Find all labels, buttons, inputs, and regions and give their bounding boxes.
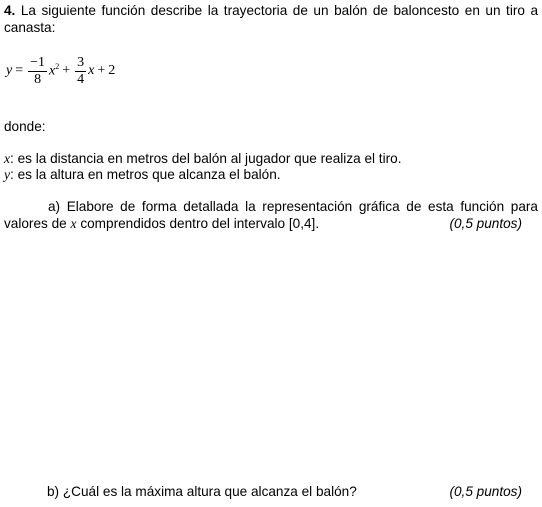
- definition-x: [4, 151, 401, 168]
- problem-statement: [4, 3, 538, 37]
- fraction-2-denominator: 4: [77, 71, 85, 87]
- question-a-line1: a) Elabore de forma detallada la representación gráfica de esta función para: [48, 199, 538, 214]
- question-a-line2-text: [4, 216, 319, 233]
- question-a: [4, 199, 538, 233]
- problem-intro: La siguiente función describe la trayectoria de un balón de baloncesto en un tiro a canasta:: [4, 3, 538, 35]
- definition-y: [4, 167, 281, 184]
- definition-x-var: x: [4, 151, 11, 166]
- question-a-var: x: [70, 215, 77, 231]
- formula-x-linear: x: [88, 63, 95, 79]
- definition-x-text: : es la distancia en metros del balón al jugador que realiza el tiro.: [10, 151, 402, 166]
- question-a-post: comprendidos dentro del intervalo [0,4].: [76, 215, 320, 231]
- question-b-text: b) ¿Cuál es la máxima altura que alcanza el balón?: [47, 484, 357, 499]
- formula-x-squared: [49, 62, 59, 80]
- fraction-1-numerator: −1: [30, 54, 46, 70]
- definition-y-var: y: [4, 167, 11, 182]
- formula-fraction-2: [75, 55, 86, 88]
- formula-lhs: y: [6, 63, 13, 79]
- formula-equals: =: [15, 63, 24, 79]
- fraction-2-numerator: 3: [77, 54, 85, 70]
- fraction-1-denominator: 8: [34, 71, 42, 87]
- formula-plus-1: +: [62, 63, 71, 79]
- donde-label: donde:: [4, 119, 46, 134]
- formula-x: x: [49, 63, 56, 79]
- problem-number: 4.: [4, 3, 16, 18]
- formula-fraction-1: [28, 55, 47, 88]
- formula-constant: 2: [108, 63, 116, 79]
- definition-y-text: : es la altura en metros que alcanza el balón.: [10, 167, 281, 182]
- question-a-line2: [4, 216, 538, 233]
- trajectory-formula: [6, 50, 115, 92]
- question-a-points: (0,5 puntos): [449, 215, 522, 231]
- formula-exponent: 2: [55, 61, 60, 71]
- formula-plus-2: +: [97, 63, 106, 79]
- question-b-points: (0,5 puntos): [449, 484, 522, 499]
- question-a-pre: valores de: [4, 215, 71, 231]
- question-b: [47, 484, 522, 501]
